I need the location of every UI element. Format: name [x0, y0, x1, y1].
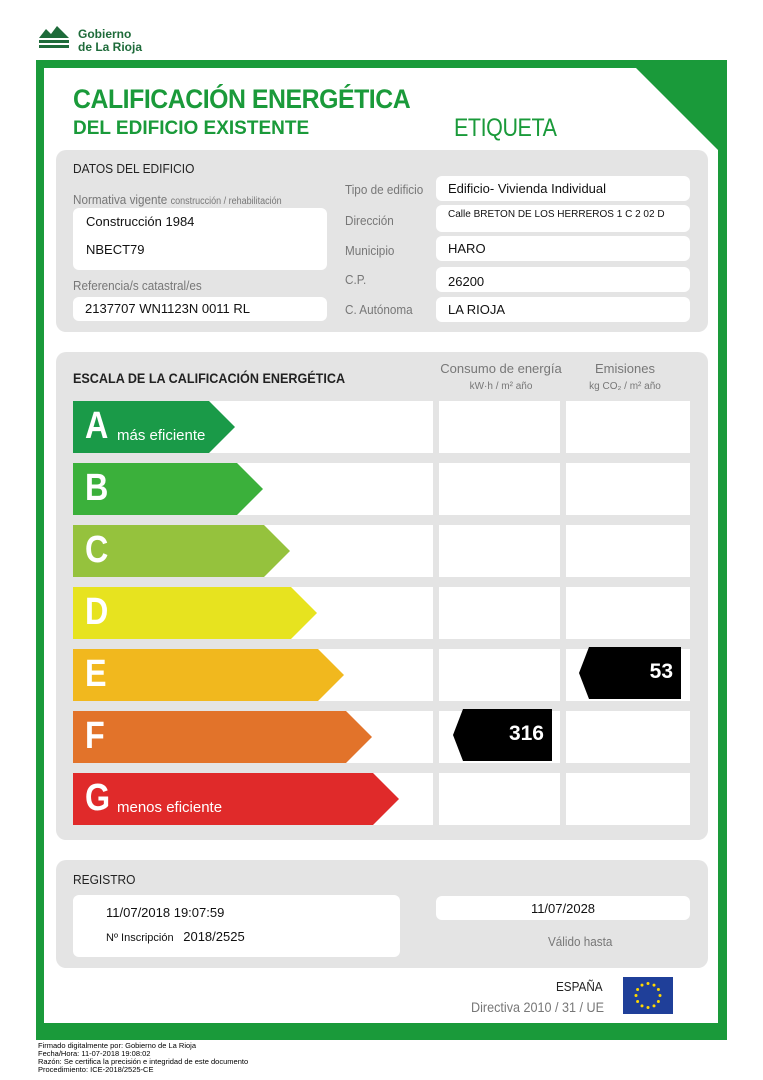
consumo-badge-value: 316	[508, 722, 544, 745]
norma-value: NBECT79	[86, 242, 145, 257]
eu-star	[653, 984, 656, 987]
inscripcion-label: Nº Inscripción	[106, 932, 174, 944]
eu-star	[641, 1004, 644, 1007]
registro-fecha: 11/07/2018 19:07:59	[106, 905, 225, 920]
consumo-unit: kW·h / m² año	[469, 381, 533, 392]
energy-letter-d: D	[85, 591, 109, 633]
eu-star	[647, 1006, 650, 1009]
direccion-box	[436, 205, 690, 232]
footer-line4: Procedimiento: ICE-2018/2525-CE	[38, 1065, 154, 1074]
emisiones-cell-b	[566, 463, 690, 515]
logo-line1: Gobierno	[78, 27, 132, 41]
scale-title: ESCALA DE LA CALIFICACIÓN ENERGÉTICA	[73, 370, 346, 386]
cp-label: C.P.	[345, 272, 367, 287]
normativa-label: Normativa vigente construcción / rehabilitación	[73, 192, 282, 207]
referencia-label: Referencia/s catastral/es	[73, 278, 202, 293]
energy-class-e	[73, 649, 344, 701]
cp-box	[436, 267, 690, 292]
energy-letter-g: G	[85, 777, 111, 819]
consumo-cell-b	[439, 463, 560, 515]
energy-class-a	[73, 401, 235, 453]
energy-extra-a: más eficiente	[117, 427, 206, 444]
consumo-badge	[453, 709, 552, 761]
footer-line1: Firmado digitalmente por: Gobierno de La Rioja	[38, 1041, 197, 1050]
consumo-cell-a	[439, 401, 560, 453]
registro-inscripcion	[106, 929, 245, 944]
subtitle: DEL EDIFICIO EXISTENTE	[73, 118, 310, 139]
eu-star	[659, 994, 662, 997]
registro-box	[73, 895, 400, 957]
energy-letter-f: F	[85, 715, 105, 757]
referencia-box	[73, 297, 327, 321]
eu-country: ESPAÑA	[556, 979, 603, 994]
emisiones-label: Emisiones	[595, 361, 655, 376]
normativa-sub: construcción / rehabilitación	[170, 196, 282, 207]
logo-line2: de La Rioja	[78, 40, 143, 54]
energy-class-d	[73, 587, 317, 639]
emisiones-cell-f	[566, 711, 690, 763]
municipio-value: HARO	[448, 241, 486, 256]
consumo-cell-e	[439, 649, 560, 701]
tipo-value: Edificio- Vivienda Individual	[448, 181, 607, 196]
energy-letter-b: B	[85, 467, 109, 509]
energy-extra-g: menos eficiente	[117, 799, 223, 816]
footer-line2: Fecha/Hora: 11-07-2018 19:08:02	[38, 1049, 151, 1058]
logo-text	[78, 28, 142, 54]
emisiones-unit: kg CO₂ / m² año	[589, 381, 661, 392]
inscripcion-value: 2018/2525	[183, 929, 245, 944]
registro-title: REGISTRO	[73, 872, 136, 887]
tipo-box	[436, 176, 690, 201]
construccion-box	[73, 208, 327, 270]
emisiones-cell-a	[566, 401, 690, 453]
referencia-value: 2137707 WN1123N 0011 RL	[85, 301, 251, 316]
title: CALIFICACIÓN ENERGÉTICA	[73, 84, 411, 114]
ca-value: LA RIOJA	[448, 302, 506, 317]
municipio-box	[436, 236, 690, 261]
consumo-label: Consumo de energía	[440, 361, 562, 376]
valido-label: Válido hasta	[548, 934, 613, 949]
energy-class-g	[73, 773, 399, 825]
cp-value: 26200	[448, 274, 485, 289]
valido-box	[436, 896, 690, 920]
energy-letter-e: E	[85, 653, 107, 695]
eu-star	[657, 988, 660, 991]
gobierno-logo-icon	[37, 24, 71, 52]
eu-star	[635, 994, 638, 997]
eu-flag-icon	[623, 977, 673, 1014]
valido-value: 11/07/2028	[530, 901, 596, 916]
eu-star	[636, 1000, 639, 1003]
direccion-label: Dirección	[345, 213, 394, 228]
energy-class-f	[73, 711, 372, 763]
direccion-value: Calle BRETON DE LOS HERREROS 1 C 2 02 D	[448, 209, 665, 220]
emisiones-cell-g	[566, 773, 690, 825]
building-section-title: DATOS DEL EDIFICIO	[73, 161, 195, 176]
construccion-value: Construcción 1984	[86, 214, 195, 229]
ca-box	[436, 297, 690, 322]
eu-star	[641, 984, 644, 987]
eu-star	[653, 1004, 656, 1007]
emisiones-cell-c	[566, 525, 690, 577]
energy-class-b	[73, 463, 263, 515]
etiqueta-label: ETIQUETA	[454, 114, 557, 142]
tipo-label: Tipo de edificio	[345, 182, 424, 197]
municipio-label: Municipio	[345, 243, 395, 258]
eu-star	[647, 982, 650, 985]
consumo-cell-d	[439, 587, 560, 639]
energy-class-c	[73, 525, 290, 577]
emisiones-cell-d	[566, 587, 690, 639]
energy-letter-c: C	[85, 529, 109, 571]
footer-line3: Razón: Se certifica la precisión e integridad de este documento	[38, 1057, 249, 1066]
eu-star	[636, 988, 639, 991]
emisiones-badge	[579, 647, 681, 699]
energy-arrow-d	[73, 587, 317, 639]
eu-star	[657, 1000, 660, 1003]
consumo-cell-c	[439, 525, 560, 577]
eu-directive: Directiva 2010 / 31 / UE	[471, 999, 605, 1015]
energy-arrow-e	[73, 649, 344, 701]
energy-letter-a: A	[85, 405, 109, 447]
energy-arrow-f	[73, 711, 372, 763]
consumo-cell-g	[439, 773, 560, 825]
ca-label: C. Autónoma	[345, 302, 413, 317]
emisiones-badge-value: 53	[649, 660, 673, 683]
